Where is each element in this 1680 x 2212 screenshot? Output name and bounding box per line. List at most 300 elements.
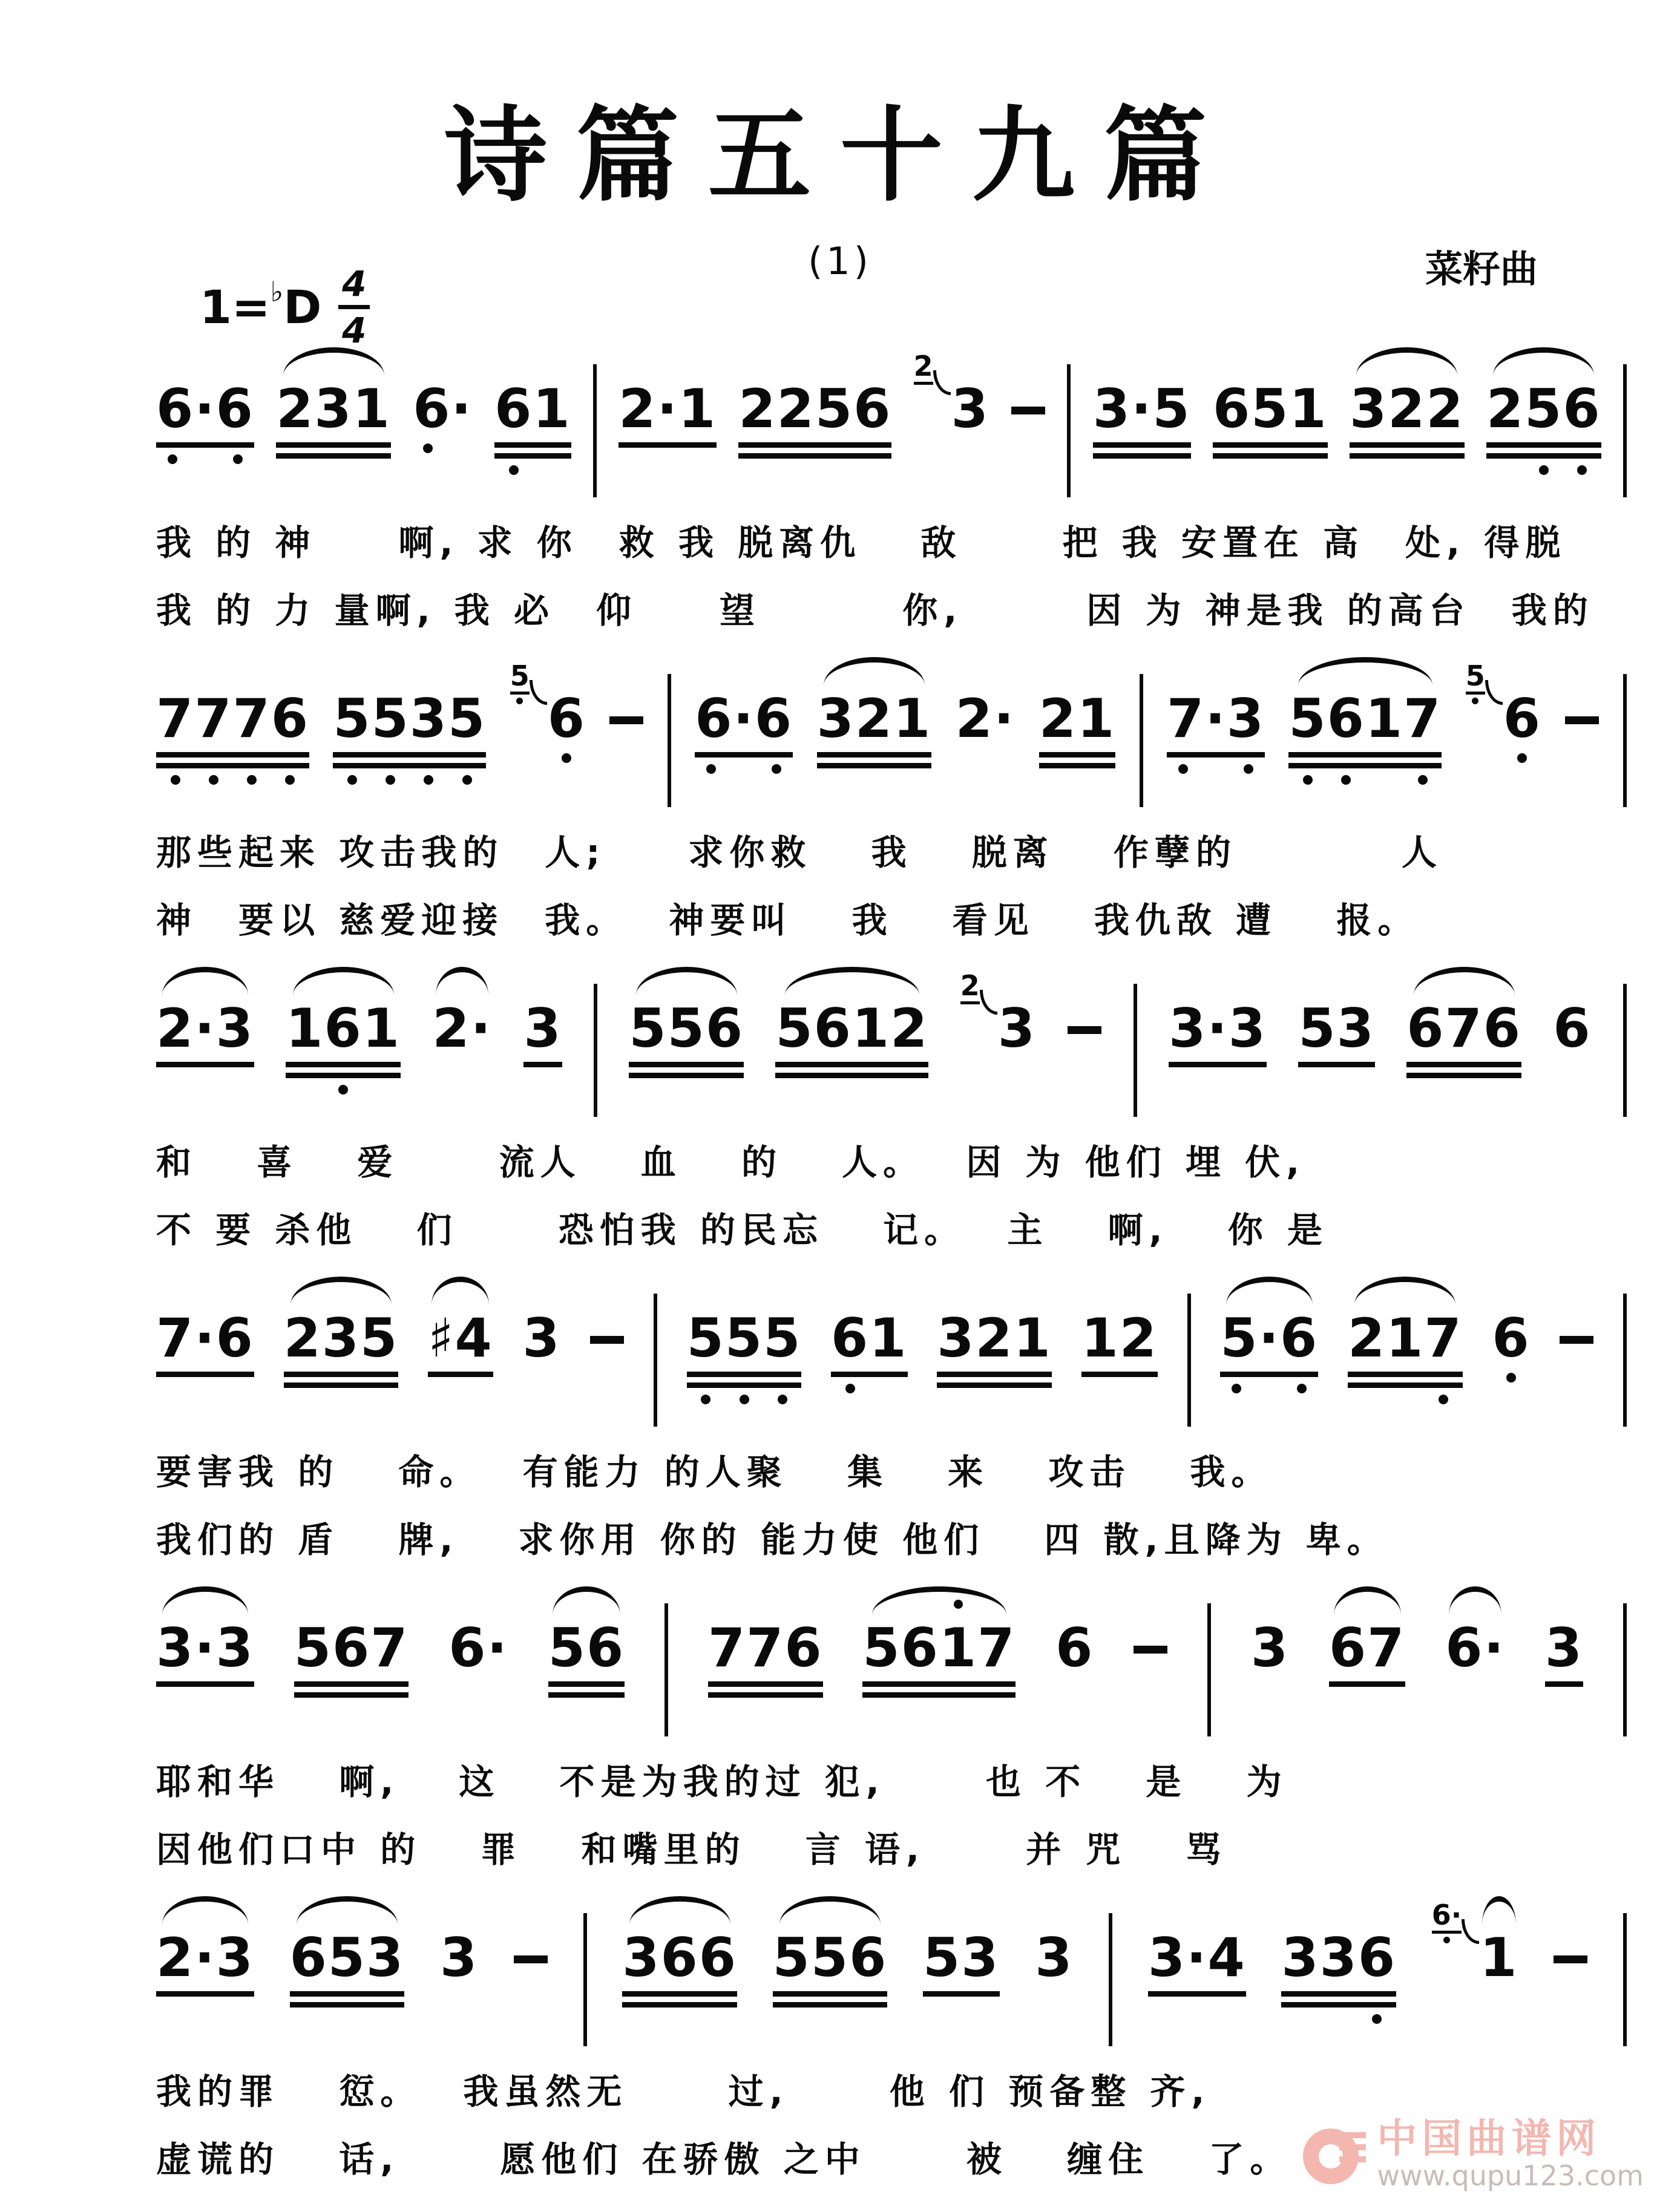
barline-icon	[1140, 674, 1143, 807]
note-group	[1092, 378, 1191, 459]
beam-underline	[695, 752, 793, 758]
half-note-dash-icon	[1554, 1955, 1587, 1963]
grace-note-text: 5	[1466, 662, 1485, 695]
grace-tie-icon	[1485, 680, 1503, 705]
notes-row	[156, 1899, 1627, 2046]
meter-bottom: 4	[342, 310, 367, 351]
beam-underline	[1081, 1372, 1158, 1377]
beam-underline	[156, 1062, 254, 1067]
beam-underline	[276, 442, 391, 448]
beam-underline	[1406, 1062, 1521, 1067]
lyric-line-2: 我们的 盾 牌, 求你用 你的 能力使 他们 四 散,且降为 卑。	[156, 1519, 1388, 1560]
beam-underline	[156, 763, 309, 768]
note-group	[1349, 378, 1465, 459]
slur-arc-icon	[824, 657, 925, 686]
barline-icon	[1207, 1603, 1211, 1736]
lyric-line-1: 那些起来 攻击我的 人; 求你救 我 脱离 作孽的 人	[156, 832, 1443, 873]
note-group	[1347, 1307, 1463, 1404]
note-group	[276, 378, 391, 459]
beam-underline	[548, 1692, 625, 1698]
note-digits: 3·3	[1169, 997, 1267, 1059]
octave-dot	[1506, 1373, 1516, 1382]
beam-underline	[775, 1062, 928, 1067]
note-digits: 56	[548, 1617, 625, 1679]
beam-underline	[1281, 2002, 1396, 2007]
beam-underline	[687, 1372, 802, 1377]
barline-icon	[664, 1603, 668, 1736]
note-digits: 6	[1503, 687, 1541, 750]
note-group	[695, 687, 793, 774]
beam-underline	[937, 1372, 1052, 1377]
beam-underline	[708, 1692, 823, 1698]
barline-icon	[1109, 1913, 1112, 2046]
note-group	[816, 687, 932, 768]
half-note-dash-icon	[1011, 407, 1045, 414]
octave-dot	[845, 1384, 855, 1393]
barline-icon	[1623, 364, 1627, 497]
slur-arc-icon	[436, 967, 488, 995]
slur-arc-icon	[785, 967, 920, 995]
notes-row	[156, 350, 1627, 497]
note-digits: 336	[1281, 1926, 1397, 1989]
lyric-line-1: 耶和华 啊, 这 不是为我的过 犯, 也 不 是 为	[156, 1761, 1288, 1802]
half-note-dash-icon	[1134, 1646, 1167, 1654]
note-group	[775, 997, 929, 1078]
beam-underline	[738, 453, 891, 459]
beam-underline	[1093, 453, 1191, 459]
octave-dots-below	[1288, 775, 1442, 785]
note-group	[1039, 687, 1116, 768]
octave-dot	[1577, 465, 1587, 475]
note-group	[548, 1617, 625, 1698]
beam-underline	[1350, 442, 1465, 448]
note-digits: 2·3	[156, 1926, 254, 1989]
barline-icon	[1134, 984, 1137, 1117]
octave-dots-below	[1503, 753, 1541, 763]
note-digits: 2·	[955, 687, 1016, 750]
barline-icon	[1623, 1603, 1627, 1736]
slur-arc-icon	[779, 1896, 881, 1925]
beam-underline	[1169, 1062, 1267, 1067]
beam-underline	[831, 1372, 907, 1377]
note-group	[156, 1307, 254, 1377]
beam-underline	[1298, 1062, 1374, 1067]
beam-underline	[862, 1692, 1016, 1698]
grace-tie-icon	[1462, 1919, 1479, 1944]
note-digits: 2·	[432, 997, 493, 1059]
slur-arc-icon	[553, 1586, 620, 1615]
beam-underline	[294, 1681, 409, 1687]
barline-icon	[1623, 1913, 1627, 2046]
note-digits: 12	[1081, 1307, 1158, 1369]
lyric-line-2: 不 要 杀他 们 恐怕我 的民忘 记。 主 啊, 你 是	[156, 1209, 1328, 1251]
note-group	[294, 1617, 409, 1698]
barline-icon	[1067, 364, 1071, 497]
note-digits: 6·	[413, 378, 473, 440]
beam-underline	[1093, 442, 1191, 448]
octave-dot	[424, 775, 433, 785]
slur-arc-icon	[297, 1896, 398, 1925]
note-digits: 61	[831, 1307, 908, 1369]
note-group	[156, 997, 254, 1067]
slur-arc-icon	[1354, 1277, 1455, 1305]
note-digits: 567	[294, 1617, 409, 1679]
note-digits: 5612	[775, 997, 929, 1059]
note-digits: 161	[286, 997, 401, 1059]
half-note-dash-icon	[514, 1955, 548, 1963]
note-group	[286, 997, 401, 1095]
note-digits: 7·6	[156, 1307, 254, 1369]
note-digits: 6	[1553, 997, 1592, 1059]
barline-icon	[1623, 984, 1627, 1117]
beam-underline	[1039, 752, 1115, 758]
beam-underline	[294, 1692, 409, 1698]
note-group	[1147, 1926, 1246, 1997]
note-digits: ♯4	[427, 1307, 493, 1369]
beam-underline	[1213, 453, 1328, 459]
beam-underline	[284, 1382, 399, 1388]
note-group	[448, 1617, 508, 1679]
note-group	[619, 378, 717, 448]
note-digits: 3·4	[1147, 1926, 1246, 1989]
note-digits: 556	[772, 1926, 888, 1989]
slur-arc-icon	[431, 1277, 489, 1305]
beam-underline	[687, 1382, 802, 1388]
beam-underline	[817, 763, 932, 768]
slur-arc-icon	[290, 1277, 392, 1305]
octave-dot	[285, 775, 295, 785]
grace-note	[960, 969, 980, 1004]
grace-octave-dot	[516, 698, 523, 704]
note-group	[1167, 687, 1265, 774]
key-letter: D	[283, 280, 322, 334]
slur-arc-icon	[162, 1896, 248, 1925]
lyric-line-2: 因他们口中 的 罪 和嘴里的 言 语, 并 咒 骂	[156, 1829, 1227, 1870]
note-digits: 7776	[156, 687, 309, 750]
note-group	[523, 997, 562, 1067]
note-digits: 321	[937, 1307, 1052, 1369]
beam-underline	[1348, 1372, 1463, 1377]
note-digits: 2256	[738, 378, 892, 440]
octave-dot	[1297, 1384, 1307, 1393]
beam-underline	[156, 1372, 254, 1377]
beam-underline	[622, 2002, 737, 2007]
half-note-dash-icon	[609, 716, 643, 724]
grace-note-text: 2	[914, 352, 933, 385]
lyric-line-1: 我 的 神 啊, 求 你 救 我 脱离仇 敌 把 我 安置在 高 处, 得脱	[156, 522, 1567, 563]
note-group	[1035, 1926, 1074, 1989]
note-group	[1288, 687, 1442, 785]
composer-credit: 菜籽曲	[1425, 247, 1538, 291]
note-digits: 3·3	[156, 1617, 254, 1679]
flat-icon: ♭	[270, 275, 284, 308]
note-digits: 6·6	[695, 687, 793, 750]
grace-note-text: 2	[960, 972, 980, 1004]
note-group	[156, 1926, 254, 1997]
octave-dot	[347, 775, 357, 785]
beam-underline	[156, 1991, 254, 1997]
note-group	[1544, 1617, 1583, 1687]
grace-note-text: 6·	[1432, 1901, 1462, 1934]
notes-row	[156, 1307, 1627, 1427]
half-note-dash-icon	[1565, 716, 1599, 724]
half-note-dash-icon	[1560, 1336, 1593, 1344]
beam-underline	[775, 1073, 928, 1078]
slur-arc-icon	[1226, 1277, 1312, 1305]
octave-dot	[247, 775, 257, 785]
slur-arc-icon	[1449, 1586, 1501, 1615]
note-digits: 1	[1480, 1926, 1518, 1989]
note-digits: 651	[1212, 378, 1328, 440]
beam-underline	[629, 1073, 744, 1078]
meter-top: 4	[342, 263, 367, 304]
octave-dots-below	[695, 764, 793, 774]
lyric-line-1: 要害我 的 命。 有能力 的人聚 集 来 攻击 我。	[156, 1451, 1273, 1493]
note-digits: 3	[1035, 1926, 1074, 1989]
watermark-site-name: 中国曲谱网	[1377, 2115, 1601, 2162]
grace-octave-dot	[1472, 698, 1478, 704]
note-group	[1492, 1307, 1531, 1382]
octave-dots-below	[831, 1384, 907, 1393]
slur-arc-icon	[293, 967, 394, 995]
grace-tie-icon	[530, 680, 547, 705]
octave-dot	[386, 775, 395, 785]
beam-underline	[290, 2002, 405, 2007]
beam-underline	[333, 763, 486, 768]
half-note-dash-icon	[590, 1336, 624, 1344]
slur-arc-icon	[629, 1896, 730, 1925]
song-subtitle: (1)	[808, 239, 872, 283]
beam-underline	[156, 442, 254, 448]
octave-dots-below	[1281, 2014, 1396, 2024]
note-digits: 235	[283, 1307, 399, 1369]
octave-dot	[1372, 2014, 1382, 2024]
grace-note-text: 5	[510, 662, 530, 695]
barline-icon	[654, 1294, 657, 1427]
note-digits: 3	[522, 1307, 561, 1369]
note-group	[494, 378, 571, 475]
lyric-line-2: 虚谎的 话, 愿他们 在骄傲 之中 被 缠住 了。	[156, 2139, 1291, 2180]
lyric-line-1: 我的罪 愆。 我虽然无 过, 他 们 预备整 齐,	[156, 2071, 1211, 2112]
note-group	[1169, 997, 1267, 1067]
beam-underline	[817, 752, 932, 758]
note-digits: 3	[523, 997, 562, 1059]
note-digits: 3	[997, 997, 1036, 1059]
note-group	[1486, 378, 1601, 475]
note-group	[1553, 997, 1592, 1059]
note-group	[622, 1926, 737, 2007]
beam-underline	[284, 1372, 399, 1377]
octave-dots-below	[1167, 764, 1265, 774]
beam-underline	[622, 1991, 737, 1997]
note-group	[1281, 1926, 1397, 2024]
beam-underline	[1329, 1681, 1405, 1687]
octave-dots-below	[1348, 1395, 1463, 1404]
note-digits: 21	[1039, 687, 1116, 750]
octave-dot	[1341, 775, 1351, 785]
header	[0, 0, 1680, 375]
note-group	[510, 659, 586, 763]
octave-dot	[509, 465, 519, 475]
note-digits: 7·3	[1167, 687, 1265, 750]
octave-dot	[233, 454, 243, 464]
note-group	[413, 378, 473, 453]
key-time-signature	[200, 263, 370, 351]
beam-underline	[1486, 453, 1601, 459]
note-group	[1081, 1307, 1158, 1377]
beam-underline	[286, 1073, 401, 1078]
octave-dots-below	[156, 454, 254, 464]
note-digits: 231	[276, 378, 391, 440]
note-group	[1298, 997, 1375, 1067]
beam-underline	[1348, 1382, 1463, 1388]
beam-underline	[708, 1681, 823, 1687]
note-digits: 3	[951, 378, 989, 440]
octave-dots-below	[548, 753, 586, 763]
note-digits: 256	[1486, 378, 1601, 440]
note-group	[629, 997, 744, 1078]
music-system-3	[156, 969, 1627, 1252]
note-digits: 3	[1544, 1617, 1583, 1679]
note-group	[333, 687, 487, 785]
music-system-1	[156, 350, 1627, 633]
note-digits: 6	[1055, 1617, 1094, 1679]
octave-dots-below	[156, 775, 309, 785]
octave-dot	[209, 775, 218, 785]
octave-dot	[1303, 775, 1313, 785]
lyric-line-2: 神 要以 慈爱迎接 我。 神要叫 我 看见 我仇敌 遭 报。	[156, 900, 1419, 941]
beam-underline	[1167, 752, 1265, 758]
note-group	[960, 969, 1036, 1059]
watermark-site-url: www.qupu123.com	[1377, 2159, 1644, 2193]
octave-dot	[171, 775, 180, 785]
barline-icon	[668, 674, 671, 807]
grace-tie-icon	[980, 990, 997, 1015]
octave-dots-below	[494, 465, 571, 475]
beam-underline	[548, 1681, 625, 1687]
beam-underline	[494, 453, 571, 459]
grace-note	[1432, 1901, 1462, 1943]
note-group	[862, 1617, 1016, 1698]
music-system-4	[156, 1307, 1627, 1562]
note-group	[1431, 1899, 1518, 1989]
note-digits: 6·	[448, 1617, 508, 1679]
octave-dots-below	[1220, 1384, 1318, 1393]
slur-arc-icon	[1482, 1896, 1516, 1925]
note-digits: 3	[1250, 1617, 1290, 1679]
octave-dot	[701, 1395, 710, 1404]
note-group	[831, 1307, 908, 1393]
beam-underline	[1406, 1073, 1521, 1078]
note-digits: 776	[707, 1617, 823, 1679]
note-group	[289, 1926, 405, 2007]
note-digits: 53	[923, 1926, 1000, 1989]
barline-icon	[1623, 1294, 1627, 1427]
note-digits: 5535	[333, 687, 487, 750]
beam-underline	[773, 2002, 888, 2007]
note-group	[1328, 1617, 1406, 1687]
beam-underline	[286, 1062, 401, 1067]
key-prefix: 1=	[200, 280, 271, 334]
note-digits: 5·6	[1220, 1307, 1319, 1369]
music-systems	[0, 350, 1680, 2182]
note-digits: 321	[816, 687, 932, 750]
octave-dots-below	[1492, 1373, 1530, 1382]
beam-underline	[494, 442, 571, 448]
slur-arc-icon	[1334, 1586, 1401, 1615]
note-digits: 322	[1349, 378, 1465, 440]
octave-dot	[1232, 1384, 1241, 1393]
barline-icon	[1623, 674, 1627, 807]
octave-dot	[954, 1600, 963, 1609]
note-group	[1465, 659, 1541, 763]
note-group	[432, 997, 493, 1059]
octave-dot	[706, 764, 716, 774]
grace-note	[510, 659, 530, 704]
grace-tie-icon	[933, 370, 951, 395]
beam-underline	[156, 1681, 254, 1687]
note-digits: 6	[547, 687, 586, 750]
note-group	[1406, 997, 1521, 1078]
grace-note	[1465, 659, 1485, 704]
beam-underline	[738, 442, 891, 448]
octave-dot	[1244, 764, 1253, 774]
octave-dot	[1178, 764, 1188, 774]
note-group	[923, 1926, 1000, 1997]
note-digits: 3·5	[1092, 378, 1191, 440]
watermark	[1303, 2117, 1644, 2191]
lyric-line-1: 和 喜 爱 流人 血 的 人。 因 为 他们 埋 伏,	[156, 1142, 1306, 1183]
beam-underline	[1350, 453, 1465, 459]
beam-underline	[1545, 1681, 1583, 1687]
beam-underline	[773, 1991, 888, 1997]
beam-underline	[1288, 763, 1442, 768]
beam-underline	[1281, 1991, 1396, 1997]
beam-underline	[923, 1991, 999, 1997]
octave-dot	[778, 1395, 787, 1404]
notes-row	[156, 969, 1627, 1117]
note-group	[772, 1926, 888, 2007]
note-group	[1212, 378, 1328, 459]
note-digits: 3	[439, 1926, 479, 1989]
grace-octave-dot	[1443, 1937, 1450, 1943]
beam-underline	[290, 1991, 405, 1997]
octave-dot	[1418, 775, 1428, 785]
lyric-line-2: 我 的 力 量啊, 我 必 仰 望 你, 因 为 神是我 的高台 我的	[156, 590, 1594, 631]
beam-underline	[1288, 752, 1442, 758]
note-digits: 5617	[862, 1617, 1016, 1679]
note-digits: 653	[289, 1926, 405, 1989]
note-digits: 6·6	[156, 378, 254, 440]
octave-dot	[562, 753, 571, 763]
note-digits: 2·3	[156, 997, 254, 1059]
note-digits: 556	[629, 997, 744, 1059]
note-digits: 6	[1492, 1307, 1531, 1369]
octave-dot	[1439, 1395, 1448, 1404]
song-title: 诗篇五十九篇	[444, 95, 1236, 216]
time-signature	[338, 263, 370, 351]
note-digits: 2·1	[619, 378, 717, 440]
slur-arc-icon	[1414, 967, 1515, 995]
octave-dots-below	[333, 775, 486, 785]
octave-dots-below	[1486, 465, 1601, 475]
beam-underline	[523, 1062, 562, 1067]
note-group	[913, 350, 989, 440]
barline-icon	[1187, 1294, 1191, 1427]
half-note-dash-icon	[1068, 1026, 1101, 1034]
note-digits: 67	[1328, 1617, 1406, 1679]
octave-dots-below	[286, 1085, 401, 1095]
